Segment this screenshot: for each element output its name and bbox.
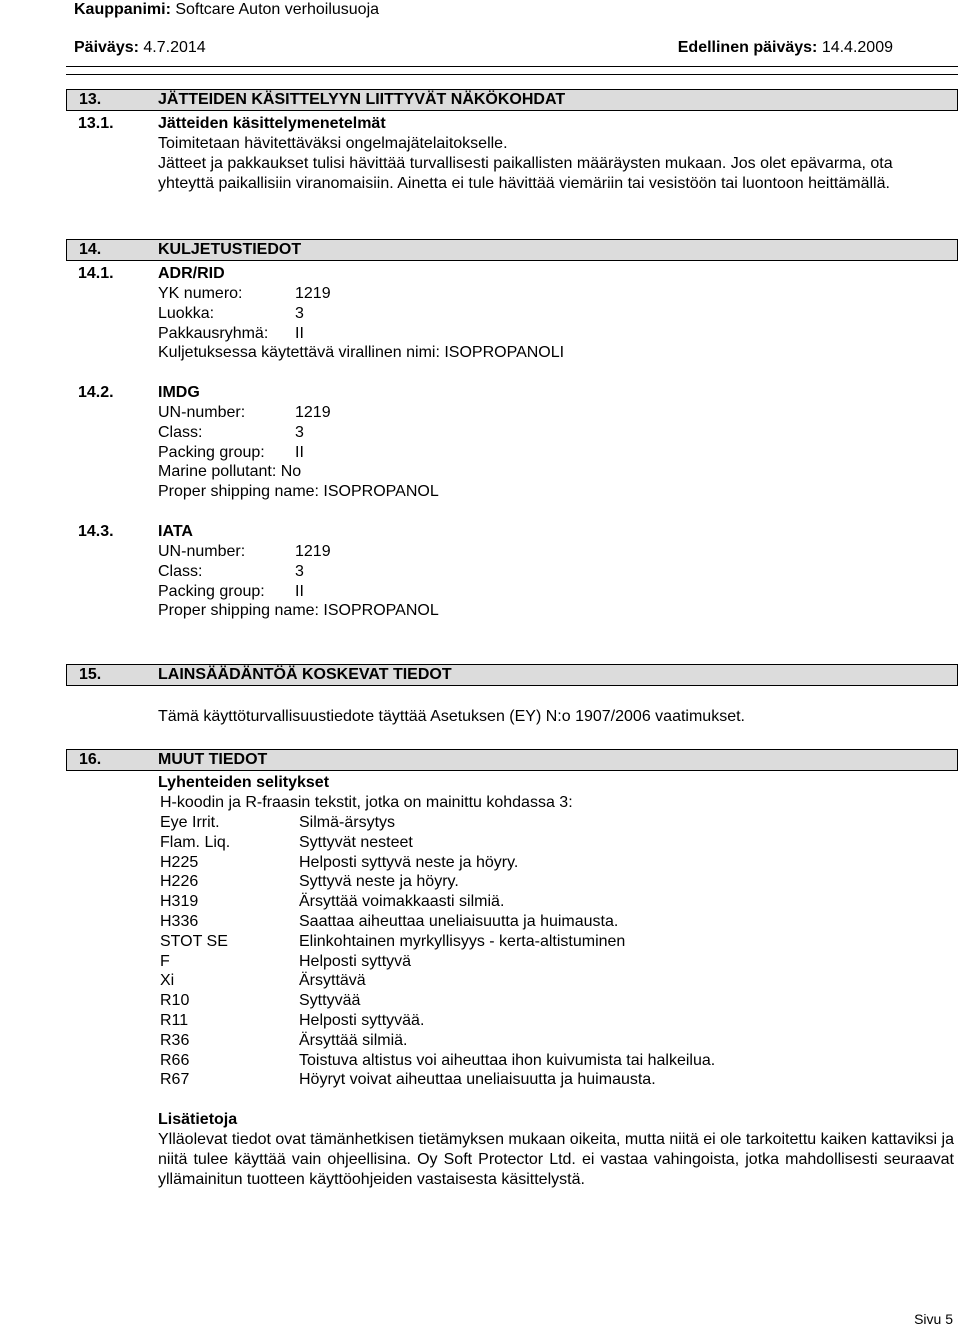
abbreviation-text: Elinkohtainen myrkyllisyys - kerta-altistuminen [299, 932, 626, 950]
section-16-number: 16. [79, 751, 102, 768]
abbreviation-text: Ärsyttävä [299, 972, 366, 990]
iata-label: Class: [158, 562, 203, 580]
iata-value: 3 [295, 562, 304, 580]
section-15-text: Tämä käyttöturvallisuustiedote täyttää Asetuksen (EY) N:o 1907/2006 vaatimukset. [158, 708, 745, 725]
section-13-1-number: 13.1. [78, 115, 114, 132]
abbreviation-code: Eye Irrit. [160, 814, 220, 831]
iata-value: II [295, 582, 304, 600]
imdg-label: Packing group: [158, 443, 265, 461]
section-13-1-title: Jätteiden käsittelymenetelmät [158, 115, 386, 132]
section-13-text-line: Jätteet ja pakkaukset tulisi hävittää turvallisesti paikallisten määräysten mukaan. Jos olet epävarma, ota [158, 155, 893, 172]
section-13-number: 13. [79, 91, 102, 108]
imdg-value: 3 [295, 423, 304, 441]
section-15-title: LAINSÄÄDÄNTÖÄ KOSKEVAT TIEDOT [158, 666, 452, 683]
previous-date-line [678, 38, 893, 58]
imdg-label: Class: [158, 423, 203, 441]
section-15-header [66, 664, 958, 686]
section-14-1-title: ADR/RID [158, 265, 225, 282]
abbreviation-text: Syttyvää [299, 992, 361, 1010]
previous-date-label: Edellinen päiväys: [677, 39, 818, 56]
imdg-label: UN-number: [158, 404, 246, 421]
abbreviation-code: H225 [160, 853, 199, 871]
abbreviation-code: R66 [160, 1051, 190, 1069]
imdg-marine-pollutant: Marine pollutant: No [158, 463, 302, 481]
section-14-3-title: IATA [158, 523, 193, 540]
adr-label: YK numero: [158, 285, 243, 302]
abbreviation-code: STOT SE [160, 932, 228, 950]
adr-value: 3 [295, 304, 304, 322]
section-14-number: 14. [79, 241, 102, 258]
abbreviation-text: Helposti syttyvää. [299, 1011, 425, 1029]
imdg-value: 1219 [295, 404, 331, 421]
abbreviations-intro: H-koodin ja R-fraasin tekstit, jotka on mainittu kohdassa 3: [160, 794, 573, 811]
imdg-value: II [295, 443, 304, 461]
iata-label: Packing group: [158, 582, 265, 600]
abbreviation-code: Xi [160, 972, 175, 990]
date-line [74, 38, 206, 58]
abbreviation-text: Syttyvät nesteet [299, 833, 413, 851]
abbreviation-text: Ärsyttää voimakkaasti silmiä. [299, 893, 505, 911]
section-13-title: JÄTTEIDEN KÄSITTELYYN LIITTYVÄT NÄKÖKOHDAT [158, 91, 566, 108]
abbreviation-code: H336 [160, 912, 199, 930]
abbreviation-text: Helposti syttyvä [299, 952, 412, 970]
abbreviation-code: R11 [160, 1011, 189, 1029]
abbreviation-code: H319 [160, 893, 199, 911]
additional-info-title: Lisätietoja [158, 1111, 238, 1128]
adr-label: Luokka: [158, 304, 215, 322]
section-14-title: KULJETUSTIEDOT [158, 241, 302, 258]
adr-value: 1219 [295, 285, 331, 302]
adr-label: Pakkausryhmä: [158, 324, 269, 342]
section-16-title: MUUT TIEDOT [158, 751, 268, 768]
abbreviation-text: Ärsyttää silmiä. [299, 1031, 408, 1049]
product-name-line [74, 0, 379, 20]
section-13-header [66, 89, 958, 111]
section-13-text-line: yhteyttä paikallisiin viranomaisiin. Ainetta ei tule hävittää viemäriin tai vesistöön tai luontoon heittämällä. [158, 175, 890, 192]
header-divider [66, 66, 958, 67]
section-15-number: 15. [79, 666, 102, 683]
abbreviations-title: Lyhenteiden selitykset [158, 774, 330, 791]
abbreviation-code: R36 [160, 1031, 190, 1049]
abbreviation-code: F [160, 952, 170, 970]
abbreviation-code: R67 [160, 1071, 190, 1089]
iata-value: 1219 [295, 543, 331, 560]
abbreviation-text: Saattaa aiheuttaa uneliaisuutta ja huimausta. [299, 912, 619, 930]
previous-date-value: 14.4.2009 [821, 39, 893, 56]
section-14-2-number: 14.2. [78, 384, 114, 401]
date-value: 4.7.2014 [143, 39, 206, 56]
product-name-label: Kauppanimi: [74, 1, 171, 18]
iata-proper-name: Proper shipping name: ISOPROPANOL [158, 602, 439, 620]
page-number: Sivu 5 [914, 1311, 953, 1327]
header-divider-2 [66, 74, 958, 75]
additional-info-text: Ylläolevat tiedot ovat tämänhetkisen tietämyksen mukaan oikeita, mutta niitä ei ole tarkoitettu kaiken kattaviksi ja niitä tulee käyttää vain ohjeellisina. Oy Soft Protector Ltd. ei vastaa vahingoista, jotka mahdollisesti seuraavat yllämainitun tuotteen käyttöohjeiden vastaisesta käsittelystä. [158, 1131, 954, 1188]
abbreviation-text: Silmä-ärsytys [299, 814, 396, 831]
section-14-3-number: 14.3. [78, 523, 114, 540]
adr-proper-name: Kuljetuksessa käytettävä virallinen nimi: ISOPROPANOLI [158, 344, 565, 362]
adr-value: II [295, 324, 304, 342]
abbreviation-code: R10 [160, 992, 190, 1010]
abbreviation-text: Syttyvä neste ja höyry. [299, 873, 459, 891]
section-14-2-title: IMDG [158, 384, 200, 401]
section-13-text-line: Toimitetaan hävitettäväksi ongelmajätelaitokselle. [158, 135, 508, 152]
iata-label: UN-number: [158, 543, 246, 560]
abbreviation-code: H226 [160, 873, 199, 891]
imdg-proper-name: Proper shipping name: ISOPROPANOL [158, 483, 439, 501]
abbreviation-text: Toistuva altistus voi aiheuttaa ihon kuivumista tai halkeilua. [299, 1051, 716, 1069]
abbreviation-code: Flam. Liq. [160, 833, 231, 851]
abbreviation-text: Helposti syttyvä neste ja höyry. [299, 853, 519, 871]
date-label: Päiväys: [74, 39, 139, 56]
section-14-1-number: 14.1. [78, 265, 114, 282]
section-16-header [66, 749, 958, 771]
product-name-value: Softcare Auton verhoilusuoja [175, 1, 380, 18]
abbreviation-text: Höyryt voivat aiheuttaa uneliaisuutta ja huimausta. [299, 1071, 656, 1089]
section-14-header [66, 239, 958, 261]
